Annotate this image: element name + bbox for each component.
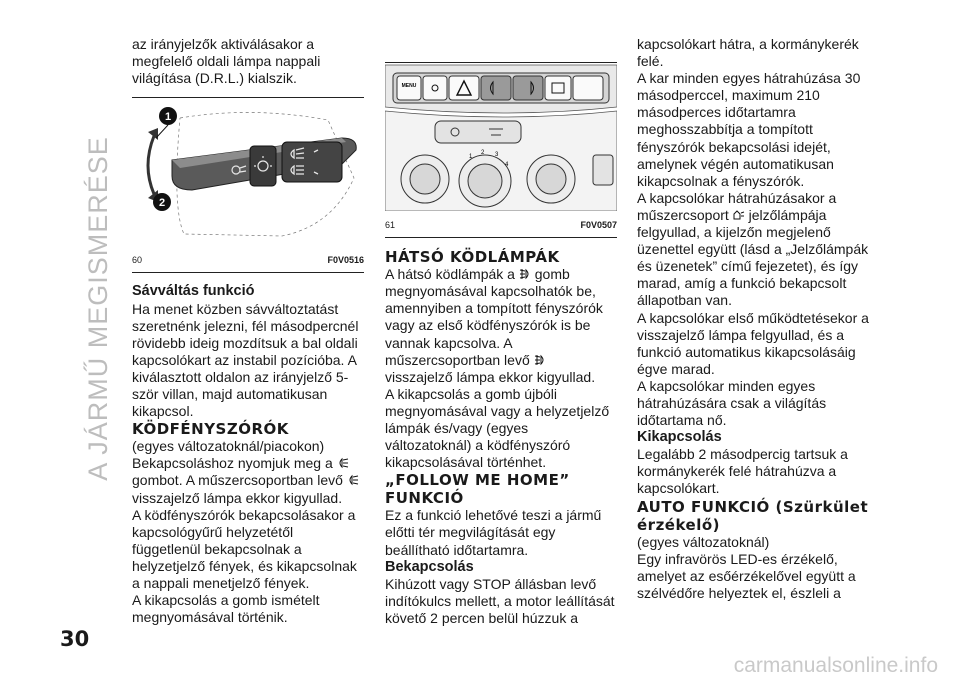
figure-61: [385, 62, 617, 238]
follow-me-home-icon: [733, 209, 745, 221]
knob-number-2: 2: [481, 150, 485, 156]
fog-activation-text: Bekapcsoláshoz nyomjuk meg a gombot. A műszercsoportban levő visszajelző lámpa ekkor kigyullad.: [132, 455, 364, 506]
callout-2-label: 2: [158, 197, 166, 210]
each-pull-text: A kapcsolókar minden egyes hátrahúzására csak a világítás időtartama nő.: [637, 377, 827, 429]
column-2: [385, 36, 617, 627]
fog-variant-note: (egyes változatoknál/piacokon): [132, 438, 325, 455]
rear-fog-activation-text: A hátsó ködlámpák a gomb megnyomásával kapcsolhatók be, amennyiben a tompított fényszórók vagy az első ködfényszórók is be vannak kapcsolva. A műszercsoportban levő visszajelző lámpa ekkor kigyullad.: [385, 266, 603, 385]
duration-text: A kar minden egyes hátrahúzása 30 másodperccel, maximum 210 másodperces időtartamra meghosszabbítja a tompított fényszórók bekapcsolási idejét, amelynek végén automatikusan kikapcsolnak a fényszórók.: [637, 70, 861, 189]
figure-caption: [385, 215, 617, 238]
fog-off-text: A kikapcsolás a gomb ismételt megnyomásával történik.: [132, 592, 320, 626]
figure-number: 61: [385, 220, 396, 231]
heading-rear-fog: HÁTSÓ KÖDLÁMPÁK: [385, 248, 560, 267]
auto-sensor-text: Egy infravörös LED-es érzékelő, amelyet az esőérzékelővel együtt a szélvédőre helyeztek el, észleli a: [637, 550, 856, 601]
front-fog-button: [481, 76, 511, 100]
deactivation-text: Legalább 2 másodpercig tartsuk a kormánykerék felé hátrahúzva a kapcsolókart.: [637, 446, 848, 497]
watermark: carmanualsonline.info: [733, 654, 938, 677]
knob-number-4: 4: [505, 162, 509, 168]
fog-behaviour-text: A ködfényszórók bekapcsolásakor a kapcsológyűrű helyzetétől függetlenül bekapcsolnak a helyzetjelző fények, és kikapcsolnak a nappali menetjelző fények.: [132, 506, 357, 591]
intro-text: az irányjelzők aktiválásakor a megfelelő oldali lámpa nappali világítása (D.R.L.) kialszik.: [132, 36, 321, 87]
rear-fog-indicator-icon: [534, 354, 546, 366]
lever-text: kapcsolókart hátra, a kormánykerék felé.: [637, 36, 859, 70]
rear-fog-button: [513, 76, 543, 100]
activation-text: Kihúzott vagy STOP állásban levő indítókulcs mellett, a motor leállítását követő 2 percen belül húzzuk a: [385, 575, 615, 626]
auto-variant-note: (egyes változatoknál): [637, 533, 770, 550]
stalk-switch-illustration: [132, 98, 364, 246]
figure-caption: [132, 250, 364, 273]
figure-60: [132, 97, 364, 273]
heading-lane-change: Sávváltás funkció: [132, 283, 255, 300]
heading-fog-lights: KÖDFÉNYSZÓRÓK: [132, 420, 289, 439]
rear-fog-icon: [519, 268, 531, 280]
warning-light-text: A kapcsolókar hátrahúzásakor a műszercsoport jelzőlámpája felgyullad, a kijelzőn megjelenő üzenettel együtt (lásd a „Jelzőlámpák és üzenetek” című fejezetet), és így marad, amíg a funkció bekapcsolt állapotban van.: [637, 189, 869, 309]
dashboard-controls-illustration: [385, 63, 617, 211]
rear-fog-off-text: A kikapcsolás a gomb újbóli megnyomásával vagy a helyzetjelző lámpák és/vagy (egyes változatoknál) a ködfényszóró kikapcsolásával történhet.: [385, 385, 610, 471]
first-operation-text: A kapcsolókar első működtetésekor a visszajelző lámpa felgyullad, és a funkció automatikus kikapcsolásáig égve marad.: [637, 309, 869, 377]
section-side-title: A JÁRMŰ MEGISMERÉSE: [82, 135, 113, 481]
heading-follow-me-home: „FOLLOW ME HOME” FUNKCIÓ: [385, 471, 570, 508]
follow-me-home-text: Ez a funkció lehetővé teszi a jármű előtti tér megvilágítását egy beállítható időtartamra.: [385, 507, 602, 558]
heading-auto-function: AUTO FUNKCIÓ (Szürkület érzékelő): [637, 497, 869, 534]
callout-1-label: 1: [164, 111, 172, 124]
column-1: [132, 36, 364, 626]
figure-number: 60: [132, 255, 143, 266]
figure-code: F0V0516: [327, 255, 364, 266]
heading-deactivation: Kikapcsolás: [637, 429, 722, 446]
knob-number-1: 1: [469, 154, 473, 160]
column-3: [637, 36, 869, 602]
knob-number-3: 3: [495, 152, 499, 158]
menu-button-label: MENU: [401, 83, 417, 89]
heading-activation: Bekapcsolás: [385, 558, 474, 575]
page-number: 30: [60, 627, 90, 651]
figure-code: F0V0507: [580, 220, 617, 231]
front-fog-icon: [337, 457, 349, 469]
lane-change-text: Ha menet közben sávváltoztatást szeretnénk jelezni, fél másodpercnél rövidebb ideig mozdítsuk a bal oldali kapcsolókart az instabil pozícióba. A kiválasztott oldalon az irányjelző 5-ször villan, majd automatikusan kikapcsol.: [132, 300, 359, 420]
front-fog-indicator-icon: [347, 474, 359, 486]
